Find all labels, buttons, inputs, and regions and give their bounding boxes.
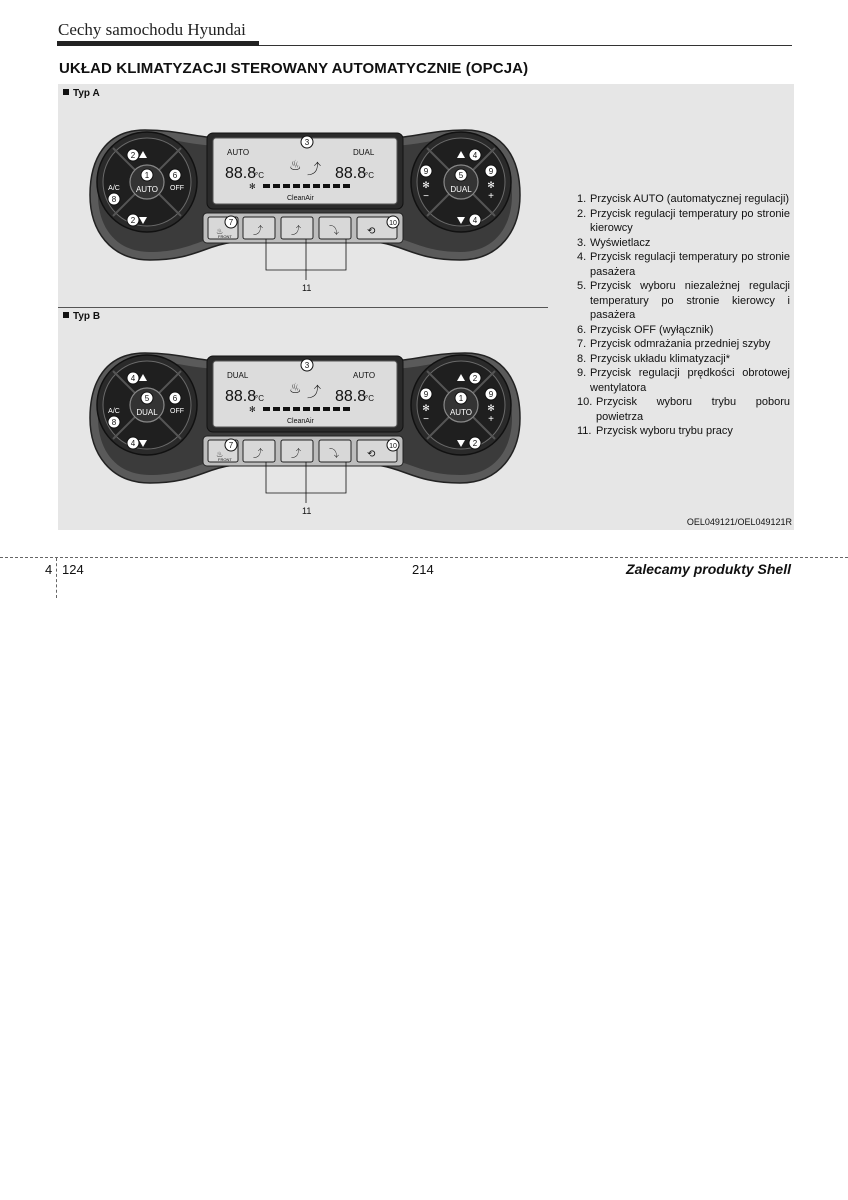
mode-floor-icon[interactable]: ⤵	[329, 449, 339, 460]
fan-icon[interactable]: ✻	[487, 403, 495, 413]
svg-text:4: 4	[130, 374, 136, 383]
svg-text:2: 2	[472, 439, 478, 448]
airflow-icon: ⤴	[307, 161, 321, 177]
display-temp-right: 88.8	[335, 165, 367, 182]
svg-text:4: 4	[472, 216, 478, 225]
display-temp-right: 88.8	[335, 388, 367, 405]
svg-text:9: 9	[488, 167, 494, 176]
display-temp-left: 88.8	[225, 165, 257, 182]
cleanair-label: CleanAir	[287, 418, 314, 425]
header-title: Cechy samochodu Hyundai	[58, 20, 246, 39]
header-rule-accent	[57, 41, 259, 46]
legend-item: 8. Przycisk układu klimatyzacji*	[577, 352, 730, 365]
svg-text:7: 7	[228, 218, 234, 227]
svg-text:°C: °C	[365, 171, 374, 180]
display-temp-left: 88.8	[225, 388, 257, 405]
legend-list	[577, 192, 790, 439]
panel-b-label: Typ B	[63, 311, 100, 322]
svg-text:−: −	[423, 191, 429, 202]
svg-text:7: 7	[228, 441, 234, 450]
legend-item: 11. Przycisk wyboru trybu pracy	[577, 425, 733, 437]
svg-text:10: 10	[389, 443, 397, 450]
cleanair-label: CleanAir	[287, 195, 314, 202]
callout-11-b: 11	[302, 506, 312, 516]
right-center-button-label[interactable]: DUAL	[450, 185, 472, 194]
legend-item: 2. Przycisk regulacji temperatury po stronie kierowcy	[577, 207, 790, 234]
svg-text:6: 6	[172, 394, 178, 403]
right-center-button-label[interactable]: AUTO	[449, 408, 473, 417]
footer-divider-vertical	[56, 558, 57, 598]
svg-text:+: +	[488, 191, 494, 202]
mode-bilevel-icon[interactable]: ⤴	[291, 449, 301, 460]
legend-item: 3. Wyświetlacz	[577, 236, 651, 249]
svg-text:9: 9	[488, 390, 494, 399]
svg-text:3: 3	[304, 361, 310, 370]
fan-icon[interactable]: ✻	[487, 180, 495, 190]
panel-a-label: Typ A	[63, 88, 100, 99]
legend-item: 5. Przycisk wyboru niezależnej regulacji temperatury po stronie kierowcy i pasażera	[577, 280, 790, 321]
display-right-mode: DUAL	[353, 148, 375, 157]
display-fan-icon: ✻	[249, 405, 256, 414]
display-left-mode: AUTO	[227, 148, 250, 157]
legend-item: 4. Przycisk regulacji temperatury po stronie pasażera	[577, 251, 790, 278]
recirculation-icon[interactable]: ⟲	[367, 449, 376, 460]
recirculation-icon[interactable]: ⟲	[367, 226, 376, 237]
svg-text:3: 3	[304, 138, 310, 147]
svg-text:8: 8	[111, 418, 117, 427]
svg-text:+: +	[488, 414, 494, 425]
figure-divider	[58, 307, 548, 308]
ac-button-label[interactable]: A/C	[108, 185, 120, 192]
mode-bilevel-icon[interactable]: ⤴	[291, 226, 301, 237]
legend-item: 9. Przycisk regulacji prędkości obrotowej wentylatora	[577, 367, 790, 394]
footer-center-number: 214	[412, 562, 434, 577]
svg-text:2: 2	[472, 374, 478, 383]
footer-chapter: 4	[45, 562, 53, 577]
svg-text:8: 8	[111, 195, 117, 204]
svg-text:5: 5	[458, 171, 464, 180]
svg-text:FRONT: FRONT	[218, 457, 232, 462]
climate-panel-a	[85, 120, 525, 280]
svg-text:4: 4	[130, 439, 136, 448]
svg-text:6: 6	[172, 171, 178, 180]
legend-item: 6. Przycisk OFF (wyłącznik)	[577, 323, 714, 336]
legend-item: 10. Przycisk wyboru trybu poboru powietrza	[577, 396, 790, 423]
footer-divider	[0, 557, 848, 558]
legend-item: 7. Przycisk odmrażania przedniej szyby	[577, 338, 771, 350]
svg-text:5: 5	[144, 394, 150, 403]
climate-panel-b	[85, 343, 525, 503]
section-title: UKŁAD KLIMATYZACJI STEROWANY AUTOMATYCZNIE (OPCJA)	[59, 60, 529, 77]
svg-text:°C: °C	[255, 394, 264, 403]
svg-text:2: 2	[130, 216, 136, 225]
display-left-mode: DUAL	[227, 371, 249, 380]
airflow-icon: ⤴	[307, 384, 321, 400]
mode-face-icon[interactable]: ⤴	[253, 449, 263, 460]
off-button-label[interactable]: OFF	[170, 408, 184, 415]
front-defrost-icon[interactable]: ♨	[216, 227, 224, 236]
callout-11-a: 11	[302, 283, 312, 293]
svg-text:4: 4	[472, 151, 478, 160]
left-center-button-label[interactable]: AUTO	[135, 185, 159, 194]
svg-text:°C: °C	[365, 394, 374, 403]
display-right-mode: AUTO	[353, 371, 376, 380]
figure-code: OEL049121/OEL049121R	[686, 517, 792, 527]
svg-text:9: 9	[423, 390, 429, 399]
fan-icon[interactable]: ✻	[422, 180, 430, 190]
footer-slogan: Zalecamy produkty Shell	[626, 561, 791, 577]
display-fan-icon: ✻	[249, 182, 256, 191]
svg-text:2: 2	[130, 151, 136, 160]
front-defrost-icon[interactable]: ♨	[216, 450, 224, 459]
off-button-label[interactable]: OFF	[170, 185, 184, 192]
defrost-icon: ♨	[289, 157, 302, 173]
svg-text:FRONT: FRONT	[218, 234, 232, 239]
mode-face-icon[interactable]: ⤴	[253, 226, 263, 237]
svg-text:1: 1	[458, 394, 464, 403]
svg-text:1: 1	[144, 171, 150, 180]
mode-floor-icon[interactable]: ⤵	[329, 226, 339, 237]
svg-text:°C: °C	[255, 171, 264, 180]
legend-item: 1. Przycisk AUTO (automatycznej regulacji)	[577, 193, 790, 205]
fan-icon[interactable]: ✻	[422, 403, 430, 413]
defrost-icon: ♨	[289, 380, 302, 396]
svg-text:−: −	[423, 414, 429, 425]
footer-page-number: 124	[62, 562, 84, 577]
left-center-button-label[interactable]: DUAL	[136, 408, 158, 417]
svg-text:9: 9	[423, 167, 429, 176]
svg-text:10: 10	[389, 220, 397, 227]
ac-button-label[interactable]: A/C	[108, 408, 120, 415]
